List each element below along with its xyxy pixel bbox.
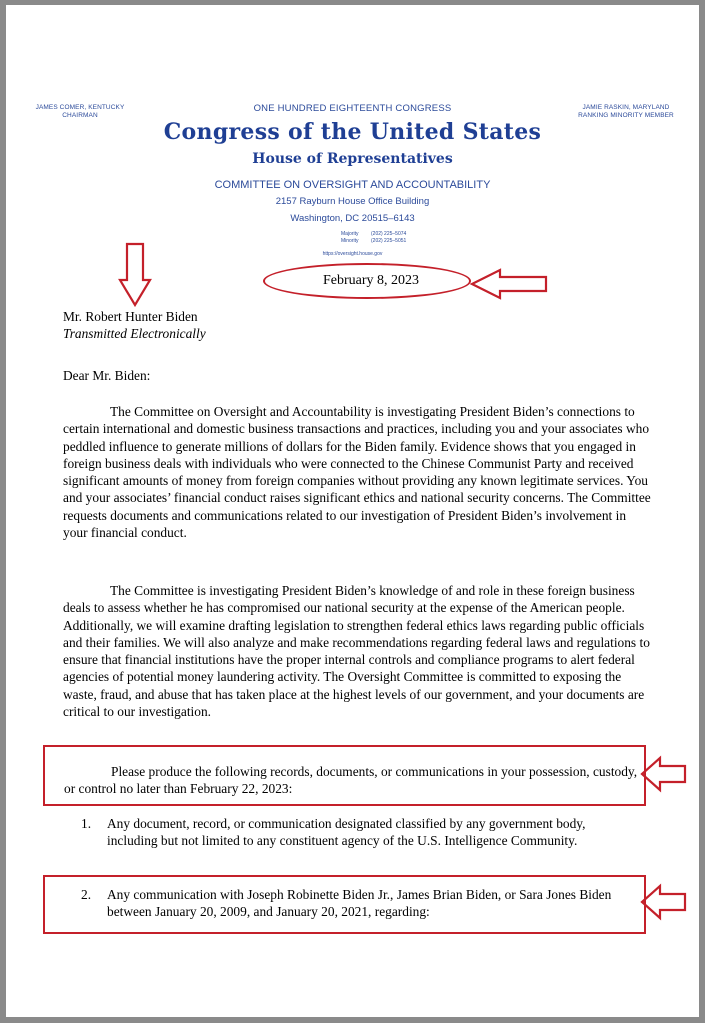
salutation: Dear Mr. Biden: [63,368,151,383]
paragraph-1-text: The Committee on Oversight and Accountability is investigating President Biden’s connections to certain international and domestic business transactions and practices, including you and your associates who peddled influence to generate millions of dollars for the Biden family. Evidence shows that you engaged in foreign business deals with individuals who were connected to the Chinese Communist Party and received significant amounts of money from foreign companies without providing any known legitimate services. You and your associates’ financial conduct raises significant ethics and national security concerns. The Committee requests documents and communications related to our investigation of President Biden’s involvement in your financial conduct. [63,404,651,541]
paragraph-2-text: The Committee is investigating President Biden’s knowledge of and role in these foreign business deals to assess whether he has compromised our national security at the expense of the American people. Additionally, we will examine drafting legislation to strengthen federal ethics laws regarding public officials and their families. We will also analyze and make recommendations regarding federal laws and regulations to ensure that financial institutions have the proper internal controls and compliance programs to alert federal agencies of potential money laundering activity. The Oversight Committee is committed to exposing the waste, fraud, and abuse that has taken place at the highest levels of our government, and your documents are critical to our investigation. [63,583,650,720]
house-title: House of Representatives [252,151,453,167]
phone-numbers [341,231,406,244]
paragraph-1 [63,403,653,541]
paragraph-3 [64,763,644,798]
request-item-1 [81,815,627,850]
ranking-member-name: JAMIE RASKIN, MARYLAND [582,104,670,111]
arrow-down-recipient-icon [118,242,152,308]
recipient-name: Mr. Robert Hunter Biden [63,309,198,324]
majority-label: Majority [341,231,359,237]
website-url: https://oversight.house.gov [322,251,383,257]
chairman-name: JAMES COMER, KENTUCKY [35,104,125,111]
congress-number: ONE HUNDRED EIGHTEENTH CONGRESS [253,103,452,114]
ranking-member-title: RANKING MINORITY MEMBER [578,112,674,119]
request-item-2 [81,886,627,921]
request-item-2-number: 2. [81,887,92,902]
recipient-block [63,308,206,343]
paragraph-3-text: Please produce the following records, documents, or communications in your possession, custody, or control no later than February 22, 2023: [64,764,638,797]
minority-phone: (202) 225–5051 [371,237,407,244]
minority-label: Minority [341,237,359,244]
arrow-left-request-icon [640,755,688,793]
request-item-1-number: 1. [81,816,92,831]
arrow-left-date-icon [470,267,550,301]
congress-title: Congress of the United States [163,119,542,145]
chairman-title: CHAIRMAN [62,112,98,119]
request-item-1-text: Any document, record, or communication designated classified by any government body, including but not limited to any constituent agency of the U.S. Intelligence Community. [107,816,586,849]
arrow-left-item-2-icon [640,883,688,921]
address-line-1: 2157 Rayburn House Office Building [275,196,430,207]
letter-page [6,5,699,1017]
majority-phone: (202) 225–5074 [371,231,407,237]
address-line-2: Washington, DC 20515–6143 [290,213,415,224]
paragraph-2 [63,582,653,720]
committee-name: COMMITTEE ON OVERSIGHT AND ACCOUNTABILITY [214,179,491,191]
request-item-2-text: Any communication with Joseph Robinette Biden Jr., James Brian Biden, or Sara Jones Biden between January 20, 2009, and January 20, 2021, regarding: [107,887,612,920]
recipient-note: Transmitted Electronically [63,326,206,342]
letter-date: February 8, 2023 [322,273,420,288]
